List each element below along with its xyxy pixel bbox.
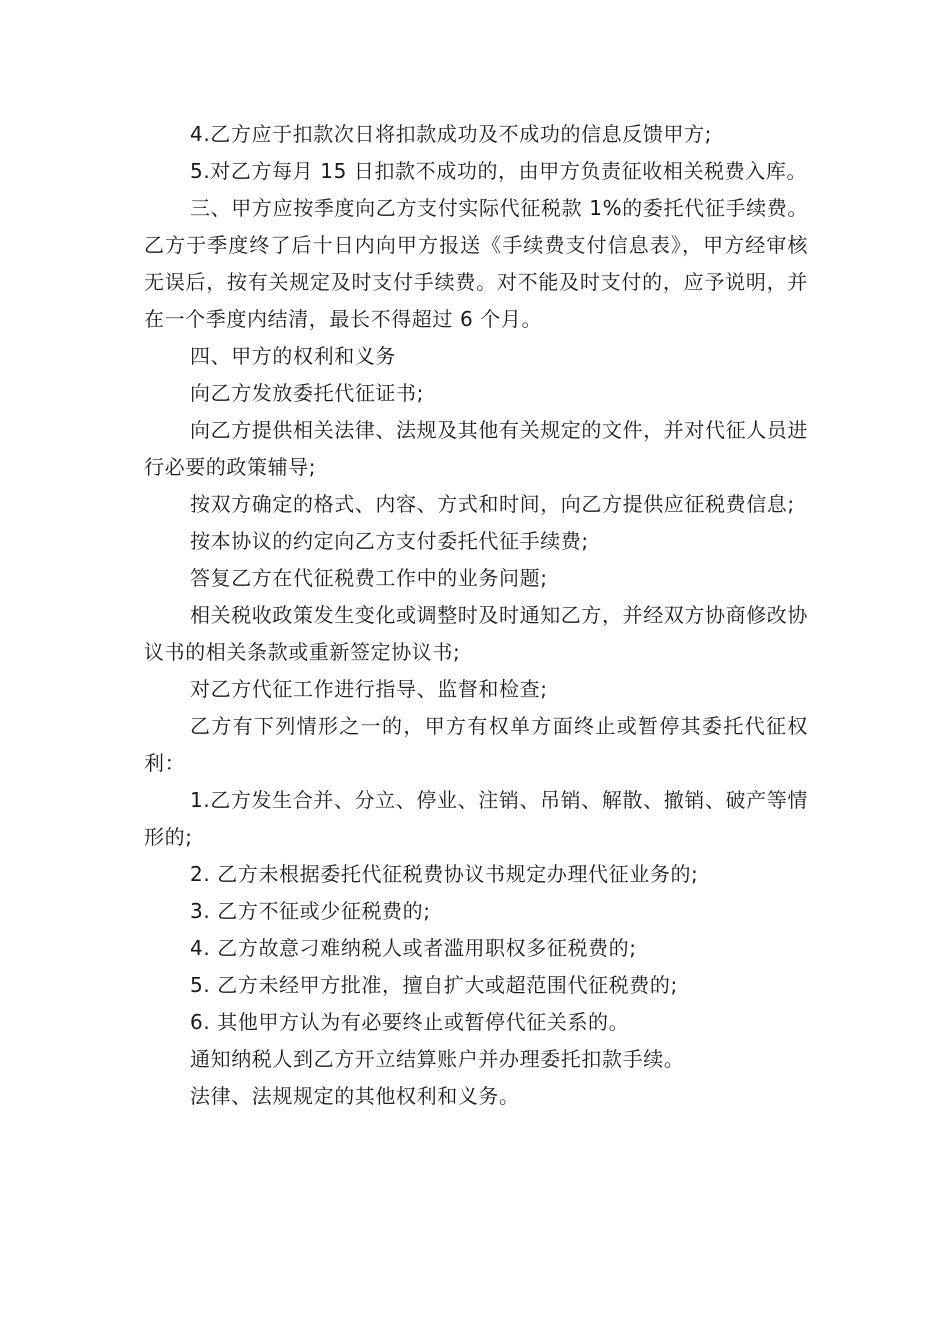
list-item: 向乙方发放委托代征证书; [190, 381, 424, 405]
list-item: 按本协议的约定向乙方支付委托代征手续费; [190, 529, 589, 553]
section-heading-party-a-rights: 四、甲方的权利和义务 [190, 344, 396, 368]
paragraph-commission-fee: 三、甲方应按季度向乙方支付实际代征税款 1%的委托代征手续费。乙方于季度终了后十日内向甲方报送《手续费支付信息表》，甲方经审核无误后，按有关规定及时支付手续费。对不能及时支付的，应予说明，并在一个季度内结清，最长不得超过 6 个月。 [144, 196, 808, 331]
list-item: 向乙方提供相关法律、法规及其他有关规定的文件，并对代征人员进行必要的政策辅导; [144, 418, 808, 479]
list-item: 对乙方代征工作进行指导、监督和检查; [190, 677, 548, 701]
list-item: 法律、法规规定的其他权利和义务。 [190, 1084, 520, 1108]
list-item: 答复乙方在代征税费工作中的业务问题; [190, 566, 548, 590]
sub-list-item: 1.乙方发生合并、分立、停业、注销、吊销、解散、撤销、破产等情形的; [144, 788, 808, 849]
sub-list-item: 6. 其他甲方认为有必要终止或暂停代征关系的。 [190, 1010, 630, 1034]
sub-list-item: 2. 乙方未根据委托代征税费协议书规定办理代征业务的; [190, 862, 699, 886]
sub-list-item: 4. 乙方故意刁难纳税人或者滥用职权多征税费的; [190, 936, 637, 960]
list-item: 乙方有下列情形之一的，甲方有权单方面终止或暂停其委托代征权利： [144, 714, 808, 775]
list-item: 按双方确定的格式、内容、方式和时间，向乙方提供应征税费信息; [190, 492, 795, 516]
paragraph-deduction-failure: 5.对乙方每月 15 日扣款不成功的，由甲方负责征收相关税费入库。 [190, 159, 808, 183]
sub-list-item: 5. 乙方未经甲方批准，擅自扩大或超范围代征税费的; [190, 973, 678, 997]
list-item: 相关税收政策发生变化或调整时及时通知乙方，并经双方协商修改协议书的相关条款或重新签定协议书; [144, 603, 808, 664]
document-body [144, 116, 808, 1115]
paragraph-deduction-feedback: 4.乙方应于扣款次日将扣款成功及不成功的信息反馈甲方; [190, 122, 713, 146]
list-item: 通知纳税人到乙方开立结算账户并办理委托扣款手续。 [190, 1047, 685, 1071]
sub-list-item: 3. 乙方不征或少征税费的; [190, 899, 431, 923]
